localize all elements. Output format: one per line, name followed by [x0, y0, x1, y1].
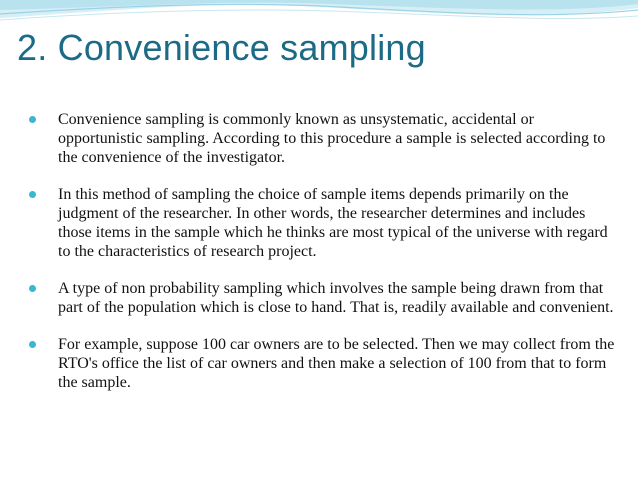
bullet-item [26, 110, 616, 167]
bullet-text: In this method of sampling the choice of sample items depends primarily on the judgment of the researcher. In other words, the researcher determines and includes those items in the sample which he thinks are most typical of the universe with regard to the characteristics of research project. [58, 186, 608, 260]
bullet-dot-icon [29, 116, 36, 123]
slide-title: 2. Convenience sampling [17, 27, 426, 68]
bullet-item [26, 335, 616, 392]
bullet-text: Convenience sampling is commonly known as unsystematic, accidental or opportunistic sampling. According to this procedure a sample is selected according to the convenience of the investigator. [58, 111, 606, 166]
bullet-dot-icon [29, 341, 36, 348]
bullet-text: A type of non probability sampling which involves the sample being drawn from that part of the population which is close to hand. That is, readily available and convenient. [58, 280, 614, 316]
bullet-item [26, 279, 616, 317]
bullet-dot-icon [29, 191, 36, 198]
bullet-item [26, 185, 616, 261]
bullet-text: For example, suppose 100 car owners are to be selected. Then we may collect from the RTO's office the list of car owners and then make a selection of 100 from that to form the sample. [58, 336, 615, 391]
bullet-list [26, 110, 616, 410]
bullet-dot-icon [29, 285, 36, 292]
